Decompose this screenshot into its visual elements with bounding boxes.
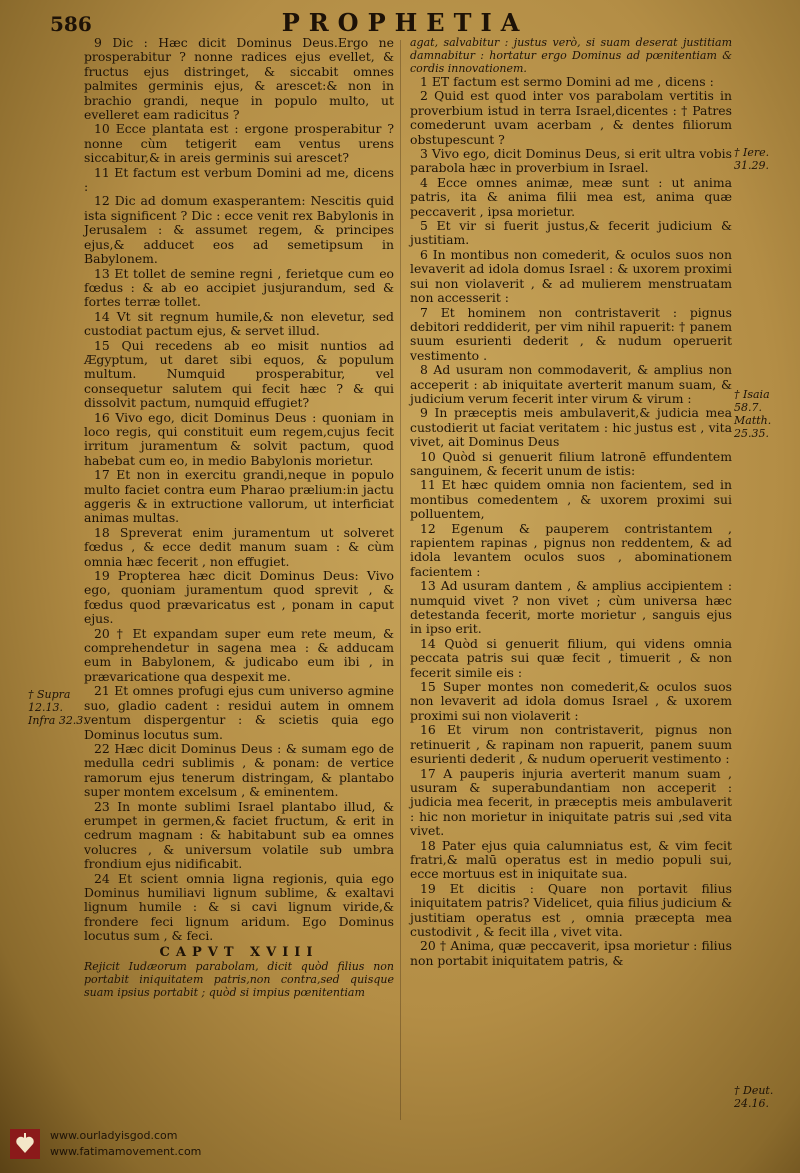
running-title: PROPHETIA: [281, 8, 529, 37]
footer-link-fatimamovement[interactable]: www.fatimamovement.com: [50, 1145, 202, 1158]
right-column: [410, 36, 732, 968]
page-header: [50, 8, 760, 38]
verse: 4 Ecce omnes animæ, meæ sunt : ut anima patris, ita & anima filii mea est, anima quæ peccaverit , ipsa morietur.: [410, 174, 732, 219]
verse: 11 Et factum est verbum Domini ad me, dicens :: [84, 164, 394, 195]
verse: 10 Ecce plantata est : ergone prosperabitur ? nonne cùm tetigerit eam ventus urens siccabitur,& in areis germinis sui arescet?: [84, 121, 394, 166]
verse: 9 In præceptis meis ambulaverit,& judicia mea custodierit ut faciat veritatem : hic justus est , vita vivet, ait Dominus Deus: [410, 405, 732, 450]
margin-note-right: † Deut. 24.16.: [734, 1084, 774, 1110]
verse: 16 Vivo ego, dicit Dominus Deus : quoniam in loco regis, qui constituit eum regem,cujus fecit irritum juramentum & solvit pactum, quod habebat cum eo, in medio Babylonis morietur.: [84, 409, 394, 468]
verse: 15 Super montes non comederit,& oculos suos non levaverit ad idola domus Israel , & uxorem proximi sui non violaverit :: [410, 679, 732, 723]
verse: 22 Hæc dicit Dominus Deus : & sumam ego de medulla cedri sublimis , & ponam: de vertice ramorum ejus tenerum distringam, & plantabo super montem excelsum , & eminentem.: [84, 740, 394, 800]
verse: 19 Et dicitis : Quare non portavit filius iniquitatem patris? Videlicet, quia filius judicium & justitiam operatus est , omnia præcepta mea custodivit , & fecit illa , vivet vita.: [410, 880, 732, 939]
verse: 12 Egenum & pauperem contristantem , rapientem rapinas , pignus non reddentem, & ad idola levantem oculos suos , abominationem facientem :: [410, 520, 732, 579]
verse: 13 Et tollet de semine regni , ferietque cum eo fœdus : & ab eo accipiet jusjurandum, sed & fortes terræ tollet.: [84, 265, 394, 310]
verse: 21 Et omnes profugi ejus cum universo agmine suo, gladio cadent : residui autem in omnem ventum dispergentur : & scietis quia ego Dominus locutus sum.: [84, 683, 394, 742]
verse: 17 A pauperis injuria averterit manum suam , usuram & superabundantiam non acceperit : judicia mea fecerit, in præceptis meis ambulaverit : hic non morietur in iniquitate patris sui ,sed vita vivet.: [410, 765, 732, 839]
verse: 5 Et vir si fuerit justus,& fecerit judicium & justitiam.: [410, 218, 732, 248]
footer-link-ourladyisgod[interactable]: www.ourladyisgod.com: [50, 1129, 178, 1142]
verse: 9 Dic : Hæc dicit Dominus Deus.Ergo ne prosperabitur ? nonne radices ejus evellet, & fructus ejus distringet, & siccabit omnes palmites germinis ejus, & arescet:& non in brachio grandi, neque in populo multo, ut evelleret eam radicitus ?: [84, 35, 394, 123]
verse: 12 Dic ad domum exasperantem: Nescitis quid ista significent ? Dic : ecce venit rex Babylonis in Jerusalem : & assumet regem, & principes ejus,& adducet eos ad semetipsum in Babylonem.: [84, 193, 394, 267]
verse: 17 Et non in exercitu grandi,neque in populo multo faciet contra eum Pharao prælium:in jactu aggeris & in extructione vallorum, ut interficiat animas multas.: [84, 467, 394, 526]
verse: 3 Vivo ego, dicit Dominus Deus, si erit ultra vobis parabola hæc in proverbium in Israel.: [410, 146, 732, 176]
verse: 20 † Anima, quæ peccaverit, ipsa morietur : filius non portabit iniquitatem patris, &: [410, 938, 732, 968]
verse: 13 Ad usuram dantem , & amplius accipientem : numquid vivet ? non vivet ; cùm universa hæc detestanda fecerit, morte morietur , sanguis ejus in ipso erit.: [410, 578, 732, 637]
verse: 15 Qui recedens ab eo misit nuntios ad Ægyptum, ut daret sibi equos, & populum multum. Numquid prosperabitur, vel consequetur salutem qui fecit hæc ? & qui dissolvit pactum, numquid effugiet?: [84, 337, 394, 411]
chapter-summary: Rejicit Iudæorum parabolam, dicit quòd filius non portabit iniquitatem patris,non contra,sed quisque suam ipsius portabit ; quòd si impius pœnitentiam: [84, 960, 394, 999]
margin-note-right: † Iere. 31.29.: [734, 146, 770, 172]
verse: 10 Quòd si genuerit filium latronē effundentem sanguinem, & fecerit unum de istis:: [410, 448, 732, 478]
verse: 8 Ad usuram non commodaverit, & amplius non acceperit : ab iniquitate averterit manum suam, & judicium verum fecerit inter virum & virum :: [410, 362, 732, 406]
verse: 14 Vt sit regnum humile,& non elevetur, sed custodiat pactum ejus, & servet illud.: [84, 308, 394, 339]
verse: 1 ET factum est sermo Domini ad me , dicens :: [420, 74, 714, 89]
verse: 18 Pater ejus quia calumniatus est, & vim fecit fratri,& malū operatus est in medio populi sui, ecce mortuus est in iniquitate sua.: [410, 837, 732, 882]
margin-note-right: † Isaia 58.7. Matth. 25.35.: [734, 388, 772, 440]
chapter-heading: CAPVT XVIII: [159, 944, 319, 960]
verse: 14 Quòd si genuerit filium, qui videns omnia peccata patris sui quæ fecit , timuerit , & non fecerit simile eis :: [410, 635, 732, 680]
footer: [10, 1125, 410, 1165]
verse: 6 In montibus non comederit, & oculos suos non levaverit ad idola domus Israel : & uxorem proximi sui non violaverit , & ad mulierem menstruatam non accesserit :: [410, 246, 732, 306]
column-divider: [400, 40, 401, 1120]
verse: 11 Et hæc quidem omnia non facientem, sed in montibus comedentem , & uxorem proximi sui polluentem,: [410, 477, 732, 522]
chapter-summary-continued: agat, salvabitur : justus verò, si suam deserat justitiam damnabitur : hortatur ergo Dominus ad pœnitentiam & cordis innovationem.: [410, 36, 732, 75]
verse: 16 Et virum non contristaverit, pignus non retinuerit , & rapinam non rapuerit, panem suum esurienti dederit , & nudum operuerit vestimento :: [410, 722, 732, 767]
verse: 23 In monte sublimi Israel plantabo illud, & erumpet in germen,& faciet fructum, & erit in cedrum magnam : & habitabunt sub ea omnes volucres , & universum volatile sub umbra frondium ejus nidificabit.: [84, 798, 394, 872]
page-number: 586: [50, 12, 92, 36]
margin-note-left: † Supra 12.13. Infra 32.3.: [28, 688, 87, 727]
verse: 19 Propterea hæc dicit Dominus Deus: Vivo ego, quoniam juramentum quod sprevit , & fœdus quod prævaricatus est , ponam in caput ejus.: [84, 568, 394, 627]
heart-emblem-icon: [10, 1129, 40, 1159]
verse: 24 Et scient omnia ligna regionis, quia ego Dominus humiliavi lignum sublime, & exaltavi lignum humile : & si cavi lignum viride,& frondere feci lignum aridum. Ego Dominus locutus sum , & feci.: [84, 870, 394, 944]
verse: 20 † Et expandam super eum rete meum, & comprehendetur in sagena mea : & adducam eum in Babylonem, & judicabo eum ibi , in prævaricatione qua despexit me.: [84, 625, 394, 684]
verse: 2 Quid est quod inter vos parabolam vertitis in proverbium istud in terra Israel,dicentes : † Patres comederunt uvam acerbam , & dentes filiorum obstupescunt ?: [410, 88, 732, 147]
left-column: [84, 36, 394, 999]
verse: 7 Et hominem non contristaverit : pignus debitori reddiderit, per vim nihil rapuerit: † panem suum esurienti dederit , & nudum operuerit vestimento .: [410, 304, 732, 363]
verse: 18 Spreverat enim juramentum ut solveret fœdus , & ecce dedit manum suam : & cùm omnia hæc fecerit , non effugiet.: [84, 524, 394, 569]
